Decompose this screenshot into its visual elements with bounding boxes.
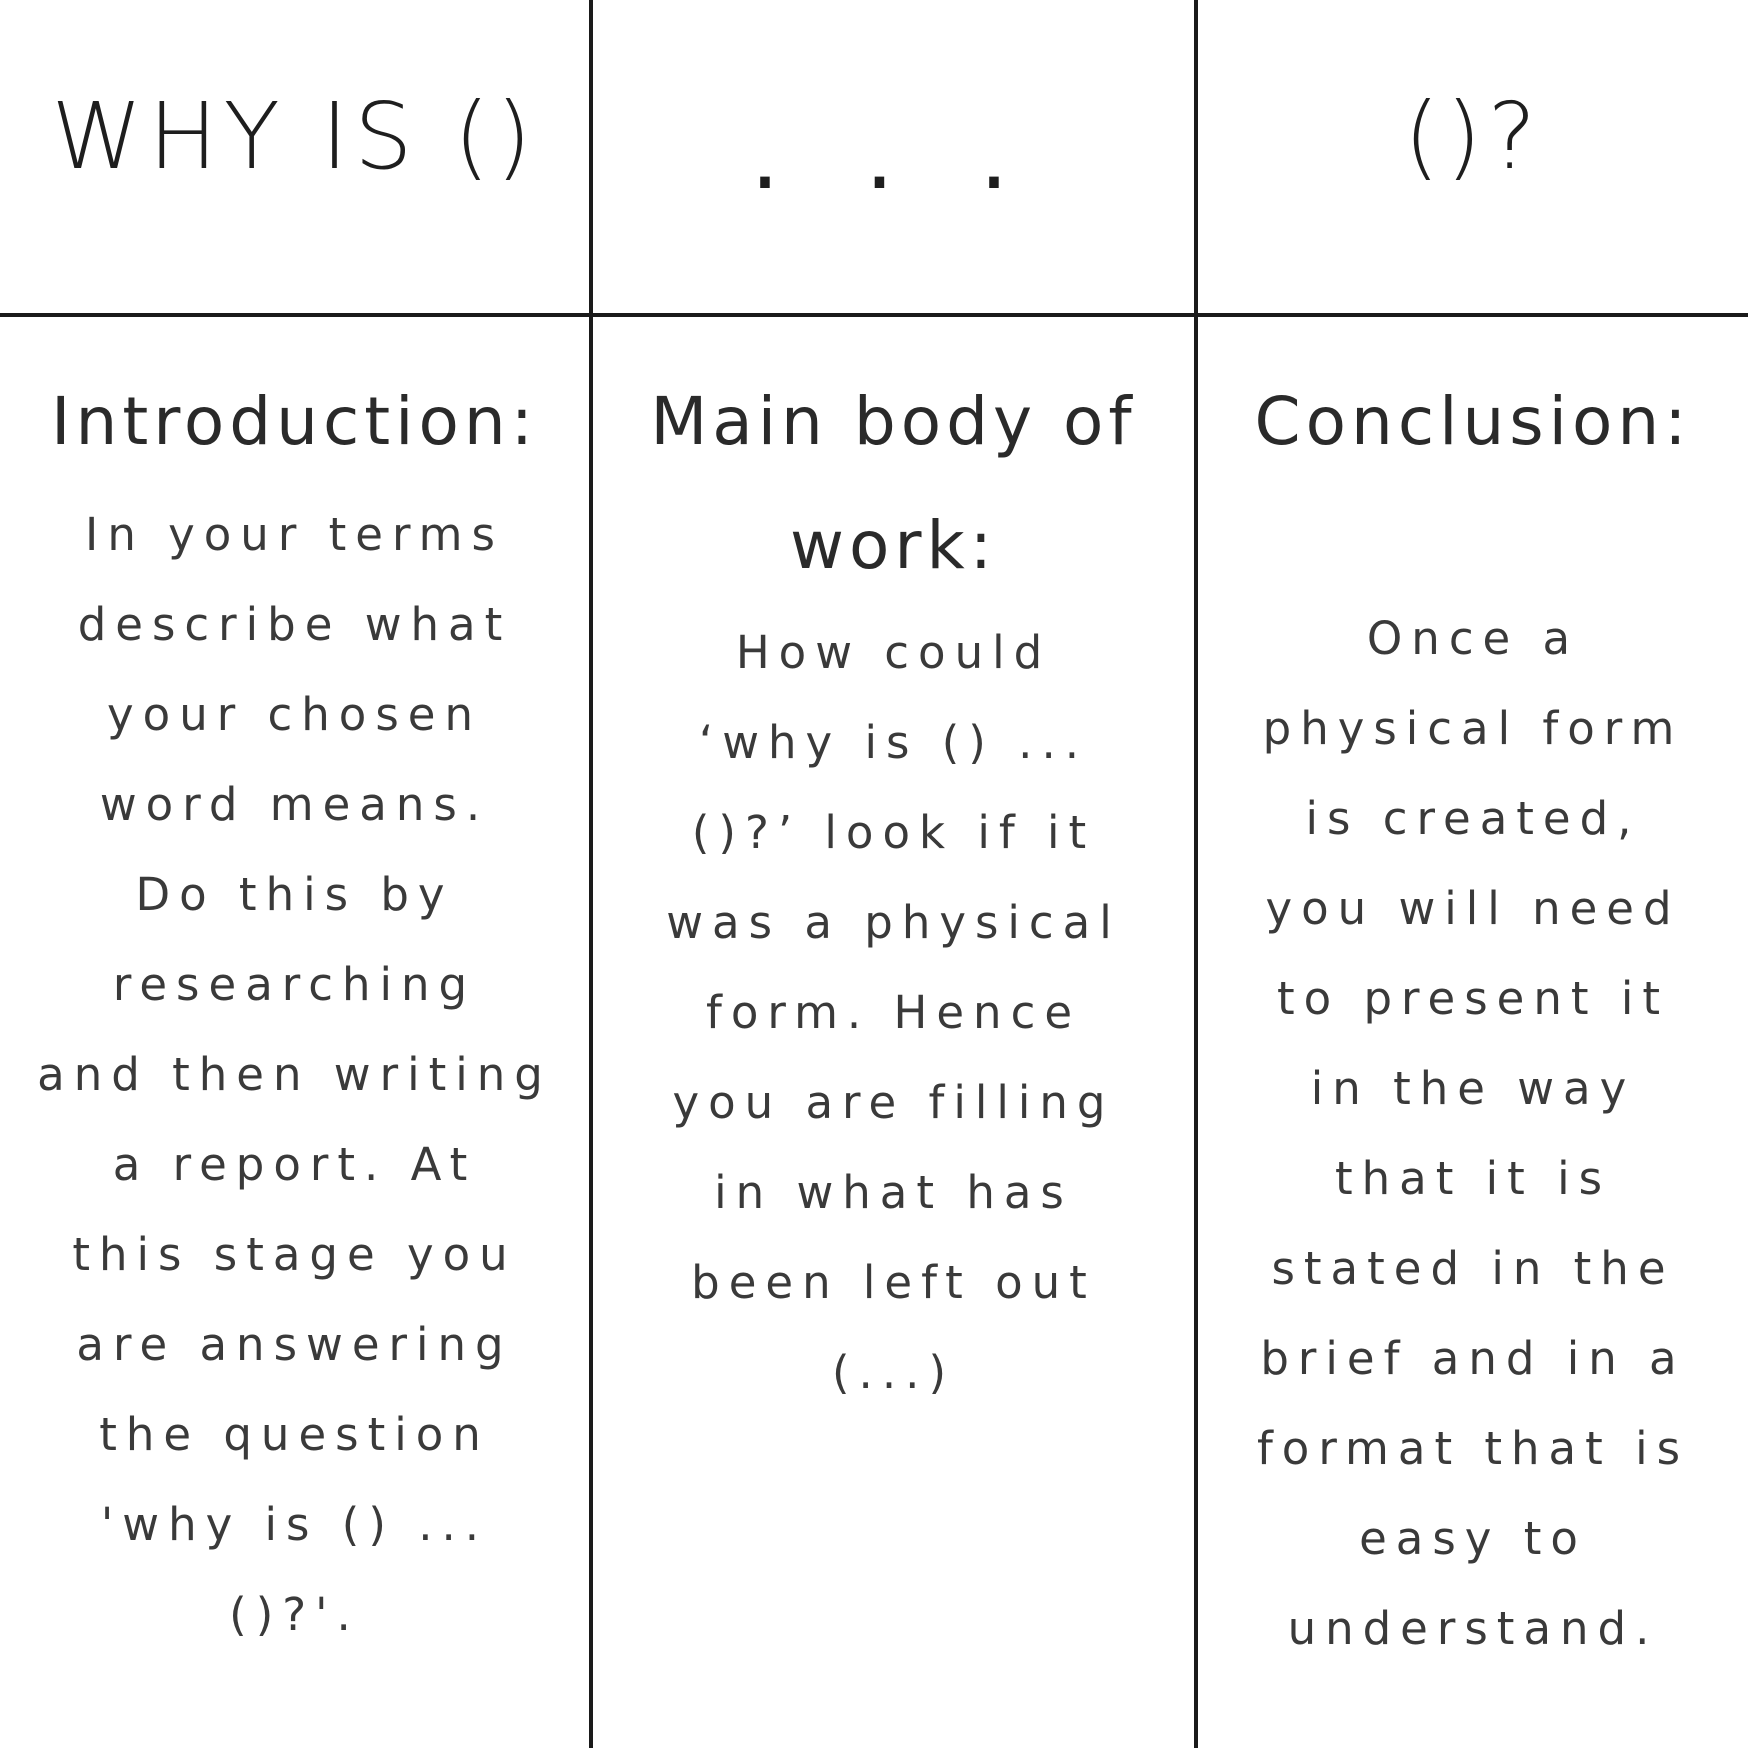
main-body-text bbox=[593, 608, 1194, 1418]
header-cell-right bbox=[1198, 0, 1748, 313]
header-ellipsis: . . . bbox=[750, 103, 1037, 210]
header-question: ()? bbox=[1403, 83, 1543, 190]
conclusion-heading: Conclusion: bbox=[1254, 383, 1692, 460]
introduction-line: the question bbox=[99, 1408, 490, 1461]
header-cell-left bbox=[0, 0, 589, 313]
main-body-line: form. Hence bbox=[706, 986, 1081, 1039]
introduction-line: Do this by bbox=[135, 868, 454, 921]
conclusion-line: in the way bbox=[1310, 1062, 1636, 1115]
conclusion-column bbox=[1198, 360, 1748, 1674]
introduction-line: a report. At bbox=[112, 1138, 477, 1191]
conclusion-line: brief and in a bbox=[1260, 1332, 1686, 1385]
main-body-line: been left out bbox=[691, 1256, 1096, 1309]
main-body-line: (...) bbox=[831, 1346, 956, 1399]
introduction-line: researching bbox=[112, 958, 477, 1011]
introduction-line: describe what bbox=[77, 598, 512, 651]
introduction-heading: Introduction: bbox=[51, 383, 538, 460]
main-body-line: ()?’ look if it bbox=[691, 806, 1096, 859]
introduction-column bbox=[0, 360, 589, 1660]
main-body-line: in what has bbox=[714, 1166, 1073, 1219]
introduction-line: 'why is () ... bbox=[100, 1498, 489, 1551]
main-body-line: you are filling bbox=[672, 1076, 1115, 1129]
header-divider bbox=[0, 313, 1748, 317]
introduction-line: are answering bbox=[76, 1318, 513, 1371]
main-body-line: was a physical bbox=[666, 896, 1121, 949]
conclusion-line: you will need bbox=[1265, 882, 1681, 935]
conclusion-line: understand. bbox=[1287, 1602, 1659, 1655]
main-body-heading: Main body of work: bbox=[650, 383, 1137, 584]
introduction-line: word means. bbox=[99, 778, 490, 831]
conclusion-text bbox=[1198, 594, 1748, 1674]
conclusion-line: physical form bbox=[1262, 702, 1684, 755]
introduction-text bbox=[0, 490, 589, 1660]
conclusion-line: that it is bbox=[1334, 1152, 1612, 1205]
main-body-column bbox=[593, 360, 1194, 1418]
conclusion-line: stated in the bbox=[1271, 1242, 1675, 1295]
main-body-line: How could bbox=[735, 626, 1052, 679]
introduction-line: your chosen bbox=[107, 688, 482, 741]
conclusion-line: to present it bbox=[1277, 972, 1669, 1025]
conclusion-line: easy to bbox=[1359, 1512, 1587, 1565]
header-why-is: WHY IS () bbox=[51, 83, 538, 190]
conclusion-line: format that is bbox=[1256, 1422, 1690, 1475]
introduction-line: and then writing bbox=[37, 1048, 552, 1101]
conclusion-line: Once a bbox=[1366, 612, 1580, 665]
introduction-line: In your terms bbox=[85, 508, 504, 561]
introduction-line: ()?'. bbox=[229, 1588, 360, 1641]
main-body-line: ‘why is () ... bbox=[698, 716, 1089, 769]
conclusion-line: is created, bbox=[1305, 792, 1641, 845]
header-cell-middle bbox=[593, 0, 1194, 313]
introduction-line: this stage you bbox=[72, 1228, 517, 1281]
